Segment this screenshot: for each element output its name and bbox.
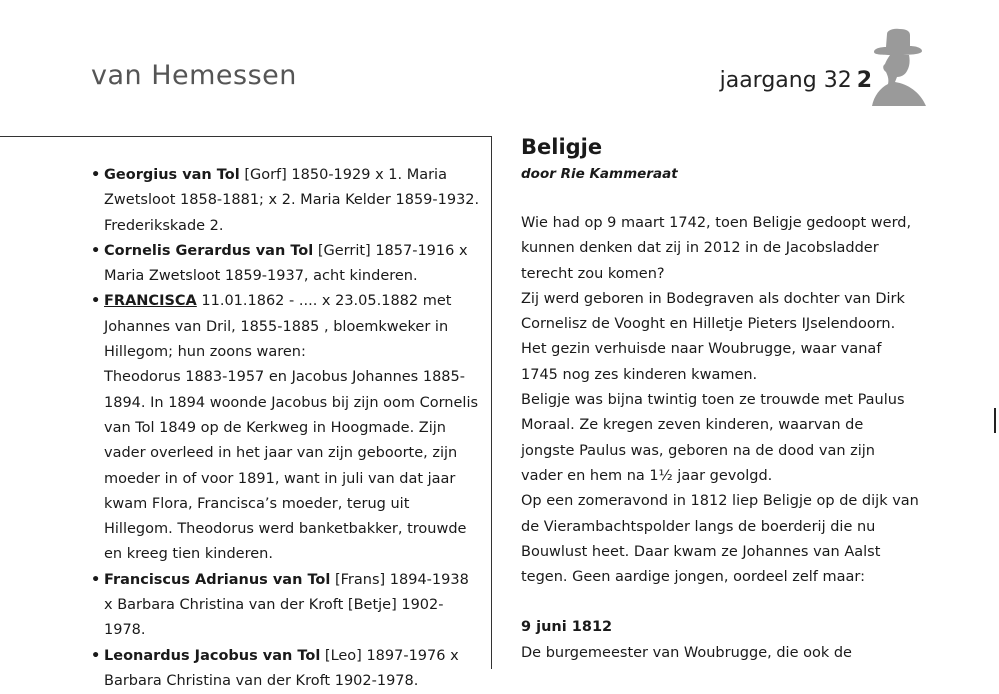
person-name-underlined: FRANCISCA	[104, 293, 197, 310]
article-column	[521, 132, 921, 666]
person-details: [Leo] 1897-1976 x Barbara Christina van der Kroft 1902-1978.	[104, 647, 459, 689]
section-paragraph: De burgemeester van Woubrugge, die ook de	[521, 644, 852, 661]
person-details: 11.01.1862 - .... x 23.05.1882 met Johannes van Dril, 1855-1885 , bloemkweker in Hillegom; hun zoons waren:	[104, 293, 452, 361]
list-item	[91, 568, 481, 644]
edge-mark	[994, 408, 996, 433]
article-body	[521, 211, 921, 590]
column-top-rule	[0, 136, 492, 137]
man-with-hat-silhouette-icon	[868, 26, 928, 106]
article-byline: door Rie Kammeraat	[521, 166, 678, 182]
person-details: [Gorf] 1850-1929 x 1. Maria Zwetsloot 1858-1881; x 2. Maria Kelder 1859-1932. Frederikskade 2.	[104, 167, 480, 234]
person-name: Cornelis Gerardus van Tol	[104, 242, 314, 259]
person-name: Georgius van Tol	[104, 167, 240, 183]
article-paragraph: Op een zomeravond in 1812 liep Beligje op de dijk van de Vierambachtspolder langs de boerderij die nu Bouwlust heet. Daar kwam ze Johannes van Aalst tegen. Geen aardige jongen, oordeel zelf maar:	[521, 493, 919, 586]
article-title: Beligje	[521, 135, 603, 159]
article-paragraph: Wie had op 9 maart 1742, toen Beligje gedoopt werd, kunnen denken dat zij in 2012 in de Jacobsladder terecht zou komen?	[521, 215, 912, 282]
page-number: 2	[856, 68, 872, 93]
person-details-continuation: Theodorus 1883-1957 en Jacobus Johannes 1885-1894. In 1894 woonde Jacobus bij zijn oom Cornelis van Tol 1849 op de Kerkweg in Hoogmade. Zijn vader overleed in het jaar van zijn geboorte, zijn moeder in of voor 1891, want in juli van dat jaar kwam Flora, Francisca’s moeder, terug uit Hillegom. Theodorus werd banketbakker, trouwde en kreeg tien kinderen.	[104, 369, 479, 563]
newsletter-title: van Hemessen	[91, 60, 297, 91]
article-paragraph: Zij werd geboren in Bodegraven als dochter van Dirk Cornelisz de Vooght en Hilletje Pieters IJselendoorn. Het gezin verhuisde naar Woubrugge, waar vanaf 1745 nog zes kinderen kwamen.	[521, 290, 905, 383]
list-item	[91, 163, 481, 239]
list-item	[91, 289, 481, 567]
list-item	[91, 239, 481, 290]
volume-label	[720, 68, 872, 93]
section-heading: 9 juni 1812	[521, 619, 613, 636]
column-divider	[491, 136, 492, 669]
article-paragraph: Beligje was bijna twintig toen ze trouwde met Paulus Moraal. Ze kregen zeven kinderen, waarvan de jongste Paulus was, geboren na de dood van zijn vader en hem na 1½ jaar gevolgd.	[521, 392, 905, 484]
volume-text: jaargang 32	[719, 68, 852, 93]
person-details: [Frans] 1894-1938 x Barbara Christina van der Kroft [Betje] 1902-1978.	[104, 571, 469, 639]
person-details: [Gerrit] 1857-1916 x Maria Zwetsloot 1859-1937, acht kinderen.	[104, 242, 468, 285]
person-name	[104, 293, 197, 309]
person-name: Franciscus Adrianus van Tol	[104, 571, 331, 588]
family-list-column	[91, 163, 481, 694]
family-list	[91, 163, 481, 694]
person-name: Leonardus Jacobus van Tol	[104, 647, 321, 664]
